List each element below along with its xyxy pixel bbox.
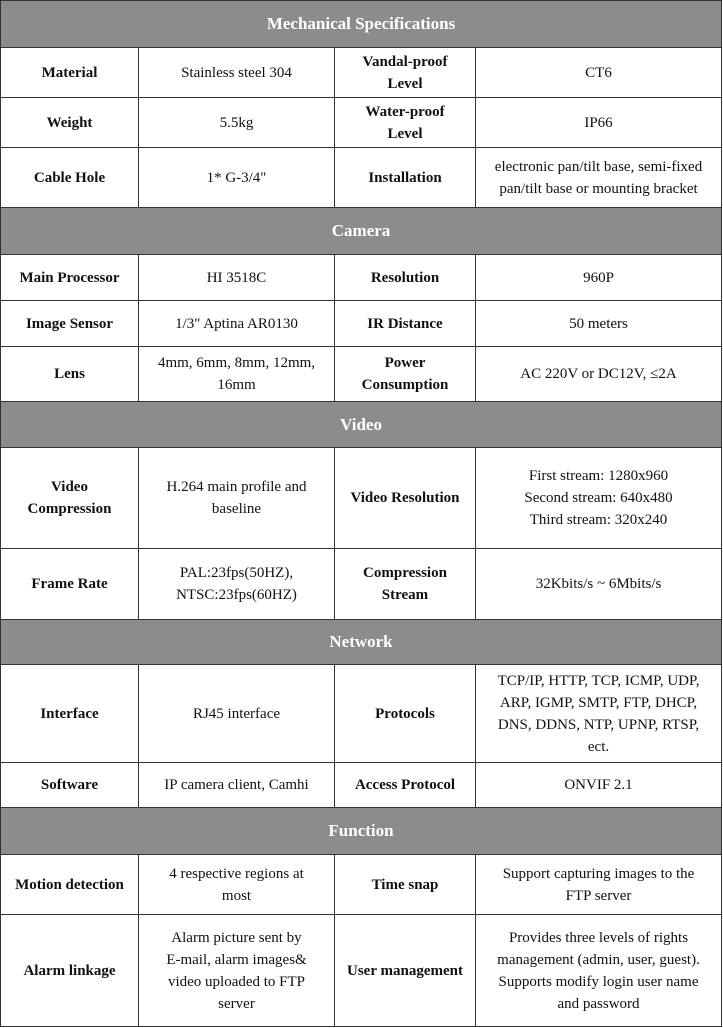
spec-key: Frame Rate (1, 549, 139, 620)
spec-key: Motion detection (1, 855, 139, 915)
spec-key: Vandal-proof Level (335, 48, 476, 98)
table-row (1, 255, 722, 301)
spec-value: CT6 (476, 48, 722, 98)
spec-key: Water-proof Level (335, 98, 476, 148)
spec-key: Video Compression (1, 448, 139, 549)
spec-value: Alarm picture sent by E-mail, alarm images& video uploaded to FTP server (139, 915, 335, 1027)
spec-key: Main Processor (1, 255, 139, 301)
spec-key: Protocols (335, 665, 476, 763)
section-header-row (1, 620, 722, 665)
spec-value: 1/3" Aptina AR0130 (139, 301, 335, 347)
spec-value: IP camera client, Camhi (139, 763, 335, 808)
spec-key: Access Protocol (335, 763, 476, 808)
spec-value: HI 3518C (139, 255, 335, 301)
table-row (1, 301, 722, 347)
spec-key: Power Consumption (335, 347, 476, 402)
spec-key: Installation (335, 148, 476, 208)
spec-key: Time snap (335, 855, 476, 915)
spec-value: IP66 (476, 98, 722, 148)
spec-key: Cable Hole (1, 148, 139, 208)
spec-value: 1* G-3/4" (139, 148, 335, 208)
table-row (1, 448, 722, 549)
spec-value: electronic pan/tilt base, semi-fixed pan/tilt base or mounting bracket (476, 148, 722, 208)
spec-value: Stainless steel 304 (139, 48, 335, 98)
spec-key: Resolution (335, 255, 476, 301)
spec-value: 50 meters (476, 301, 722, 347)
spec-key: IR Distance (335, 301, 476, 347)
spec-key: Weight (1, 98, 139, 148)
spec-value: Provides three levels of rights management (admin, user, guest). Supports modify login user name and password (476, 915, 722, 1027)
spec-value: 4mm, 6mm, 8mm, 12mm, 16mm (139, 347, 335, 402)
spec-value: Support capturing images to the FTP server (476, 855, 722, 915)
spec-key: Image Sensor (1, 301, 139, 347)
section-title-function: Function (1, 808, 722, 855)
section-header-row (1, 402, 722, 448)
section-title-camera: Camera (1, 208, 722, 255)
spec-value: RJ45 interface (139, 665, 335, 763)
spec-key: Compression Stream (335, 549, 476, 620)
spec-value: AC 220V or DC12V, ≤2A (476, 347, 722, 402)
table-row (1, 347, 722, 402)
spec-value: 32Kbits/s ~ 6Mbits/s (476, 549, 722, 620)
spec-value: H.264 main profile and baseline (139, 448, 335, 549)
table-row (1, 915, 722, 1027)
spec-key: User management (335, 915, 476, 1027)
spec-key: Material (1, 48, 139, 98)
spec-key: Software (1, 763, 139, 808)
spec-key: Lens (1, 347, 139, 402)
spec-value: TCP/IP, HTTP, TCP, ICMP, UDP, ARP, IGMP, SMTP, FTP, DHCP, DNS, DDNS, NTP, UPNP, RTSP, ect. (476, 665, 722, 763)
table-row (1, 549, 722, 620)
section-header-row (1, 808, 722, 855)
spec-key: Video Resolution (335, 448, 476, 549)
spec-value: First stream: 1280x960 Second stream: 640x480 Third stream: 320x240 (476, 448, 722, 549)
spec-value: ONVIF 2.1 (476, 763, 722, 808)
table-row (1, 48, 722, 98)
table-row (1, 98, 722, 148)
table-row (1, 665, 722, 763)
spec-key: Interface (1, 665, 139, 763)
section-title-network: Network (1, 620, 722, 665)
spec-value: PAL:23fps(50HZ), NTSC:23fps(60HZ) (139, 549, 335, 620)
table-row (1, 855, 722, 915)
section-header-row (1, 208, 722, 255)
section-title-video: Video (1, 402, 722, 448)
table-row (1, 148, 722, 208)
spec-value: 960P (476, 255, 722, 301)
table-row (1, 763, 722, 808)
section-header-row (1, 1, 722, 48)
spec-key: Alarm linkage (1, 915, 139, 1027)
spec-value: 5.5kg (139, 98, 335, 148)
section-title-mechanical: Mechanical Specifications (1, 1, 722, 48)
spec-value: 4 respective regions at most (139, 855, 335, 915)
